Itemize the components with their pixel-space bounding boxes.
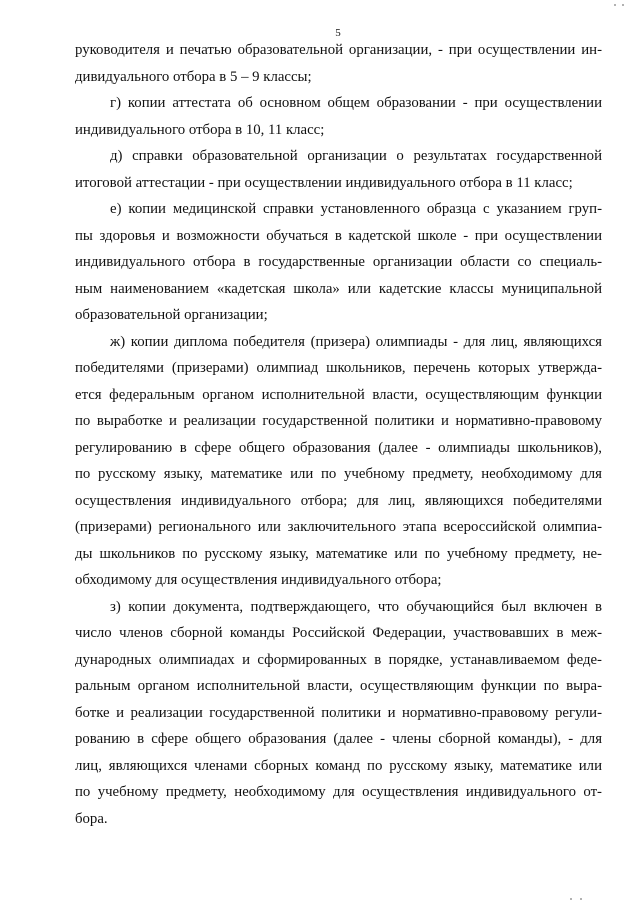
- paragraph-line: ж) копии диплома победителя (призера) олимпиады - для лиц, являющихся: [110, 333, 602, 350]
- paragraph-line: по выработке и реализации государственной политики и нормативно-правовому: [75, 413, 602, 429]
- paragraph-item-d: [75, 143, 602, 196]
- paragraph-line: индивидуального отбора в 10, 11 класс;: [75, 121, 325, 138]
- paragraph-line: число членов сборной команды Российской Федерации, участвовавших в меж-: [75, 625, 602, 641]
- paragraph-line: ральным органом исполнительной власти, осуществляющим функции по выра-: [75, 678, 602, 694]
- paragraph-line: руководителя и печатью образовательной организации, - при осуществлении ин-: [75, 42, 602, 58]
- paragraph-line: бора.: [75, 810, 108, 827]
- paragraph-continuation: [75, 37, 602, 90]
- paragraph-line: ется федеральным органом исполнительной власти, осуществляющим функции: [75, 386, 602, 403]
- paragraph-item-zh: [75, 329, 602, 594]
- paragraph-line: ды школьников по русскому языку, математике или по учебному предмету, не-: [75, 545, 602, 562]
- paragraph-line: обходимому для осуществления индивидуального отбора;: [75, 572, 442, 588]
- paragraph-line: рованию в сфере общего образования (далее - члены сборной команды), - для: [75, 731, 602, 747]
- document-body: [75, 37, 602, 832]
- page-number: 5: [335, 27, 341, 39]
- paragraph-line: пы здоровья и возможности обучаться в кадетской школе - при осуществлении: [75, 227, 602, 244]
- scan-speck: [580, 898, 582, 900]
- paragraph-item-g: [75, 90, 602, 143]
- scan-speck: [570, 898, 572, 900]
- paragraph-line: по русскому языку, математике или по учебному предмету, необходимому для: [75, 466, 602, 482]
- paragraph-line: ным наименованием «кадетская школа» или кадетские классы муниципальной: [75, 280, 602, 297]
- paragraph-line: дивидуального отбора в 5 – 9 классы;: [75, 68, 312, 85]
- paragraph-item-e: [75, 196, 602, 329]
- paragraph-line: з) копии документа, подтверждающего, что обучающийся был включен в: [110, 598, 602, 615]
- paragraph-line: дународных олимпиадах и сформированных в порядке, устанавливаемом феде-: [75, 651, 602, 668]
- paragraph-line: г) копии аттестата об основном общем образовании - при осуществлении: [110, 95, 602, 111]
- paragraph-line: итоговой аттестации - при осуществлении индивидуального отбора в 11 класс;: [75, 174, 573, 191]
- paragraph-line: индивидуального отбора в государственные организации области со специаль-: [75, 254, 602, 270]
- paragraph-line: ботке и реализации государственной политики и нормативно-правовому регули-: [75, 704, 602, 721]
- scan-speck: [614, 4, 616, 6]
- paragraph-line: регулированию в сфере общего образования (далее - олимпиады школьников),: [75, 439, 602, 456]
- paragraph-line: по учебному предмету, необходимому для осуществления индивидуального от-: [75, 784, 602, 800]
- paragraph-line: осуществления индивидуального отбора; для лиц, являющихся победителями: [75, 492, 602, 509]
- paragraph-line: е) копии медицинской справки установленного образца с указанием груп-: [110, 201, 602, 217]
- paragraph-line: (призерами) регионального или заключительного этапа всероссийской олимпиа-: [75, 519, 602, 535]
- paragraph-line: победителями (призерами) олимпиад школьников, перечень которых утвержда-: [75, 360, 602, 376]
- paragraph-line: лиц, являющихся членами сборных команд по русскому языку, математике или: [75, 757, 602, 774]
- paragraph-line: д) справки образовательной организации о результатах государственной: [110, 148, 602, 164]
- scan-speck: [622, 4, 624, 6]
- paragraph-line: образовательной организации;: [75, 307, 268, 323]
- paragraph-item-z: [75, 594, 602, 833]
